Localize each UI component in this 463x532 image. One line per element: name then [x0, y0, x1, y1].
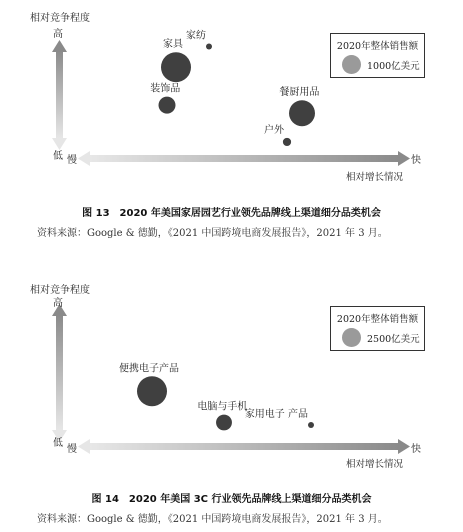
- bubble-1: [161, 52, 191, 82]
- bubble-label-1: 便携电子产品: [119, 363, 179, 375]
- y-low-label: 低: [53, 151, 63, 162]
- size-legend: [330, 33, 425, 78]
- bubble-label-5: 户外: [264, 124, 284, 136]
- x-axis-label: 相对增长情况: [346, 459, 404, 470]
- chart-panel-1: [0, 0, 463, 265]
- y-axis-label: 相对竞争程度: [30, 13, 90, 24]
- bubble-1: [137, 376, 167, 406]
- x-fast-label: 快: [411, 444, 421, 455]
- bubble-label-1: 家具: [163, 39, 183, 51]
- figure-caption: 图 13 2020 年美国家居园艺行业领先品牌线上渠道细分品类机会: [82, 208, 381, 219]
- chart-panel-2: [0, 270, 463, 532]
- bubble-2: [206, 44, 212, 50]
- bubble-4: [289, 100, 315, 126]
- bubble-label-3: 装饰品: [150, 83, 181, 95]
- legend-title: 2020年整体销售额: [336, 314, 419, 325]
- x-slow-label: 慢: [67, 155, 77, 166]
- legend-title: 2020年整体销售额: [336, 41, 419, 52]
- legend-value: 2500亿美元: [367, 334, 420, 345]
- bubble-3: [308, 422, 314, 428]
- bubble-3: [159, 97, 176, 114]
- figure-source: 资料来源：Google & 德勤，《2021 中国跨境电商发展报告》，2021 年 3 月。: [37, 514, 388, 525]
- size-legend: [330, 306, 425, 351]
- legend-bubble: [342, 55, 361, 74]
- x-axis-label: 相对增长情况: [346, 172, 404, 183]
- legend-value: 1000亿美元: [367, 61, 420, 72]
- bubble-label-2: 家纺: [186, 30, 206, 42]
- y-axis-label: 相对竞争程度: [30, 285, 90, 296]
- x-axis-arrow: [78, 439, 410, 454]
- y-axis-arrow: [52, 40, 67, 150]
- y-high-label: 高: [53, 298, 63, 309]
- chart-1-points: [150, 29, 319, 147]
- bubble-label-4: 餐厨用品: [279, 87, 320, 99]
- bubble-label-3: 家用电子 产品: [244, 409, 308, 420]
- bubble-2: [216, 415, 232, 431]
- chart-1-svg: [0, 0, 463, 200]
- chart-2-points: [119, 361, 314, 430]
- legend-bubble: [342, 328, 361, 347]
- x-slow-label: 慢: [67, 444, 77, 455]
- x-axis-arrow: [78, 151, 410, 166]
- chart-2-svg: [0, 270, 463, 470]
- y-axis-arrow: [52, 304, 67, 442]
- y-high-label: 高: [53, 29, 63, 40]
- bubble-label-2: 电脑与手机: [197, 401, 248, 413]
- bubble-5: [283, 138, 291, 146]
- figure-source: 资料来源：Google & 德勤，《2021 中国跨境电商发展报告》，2021 年 3 月。: [37, 228, 388, 239]
- y-low-label: 低: [53, 438, 63, 449]
- figure-caption: 图 14 2020 年美国 3C 行业领先品牌线上渠道细分品类机会: [91, 494, 372, 505]
- x-fast-label: 快: [411, 155, 421, 166]
